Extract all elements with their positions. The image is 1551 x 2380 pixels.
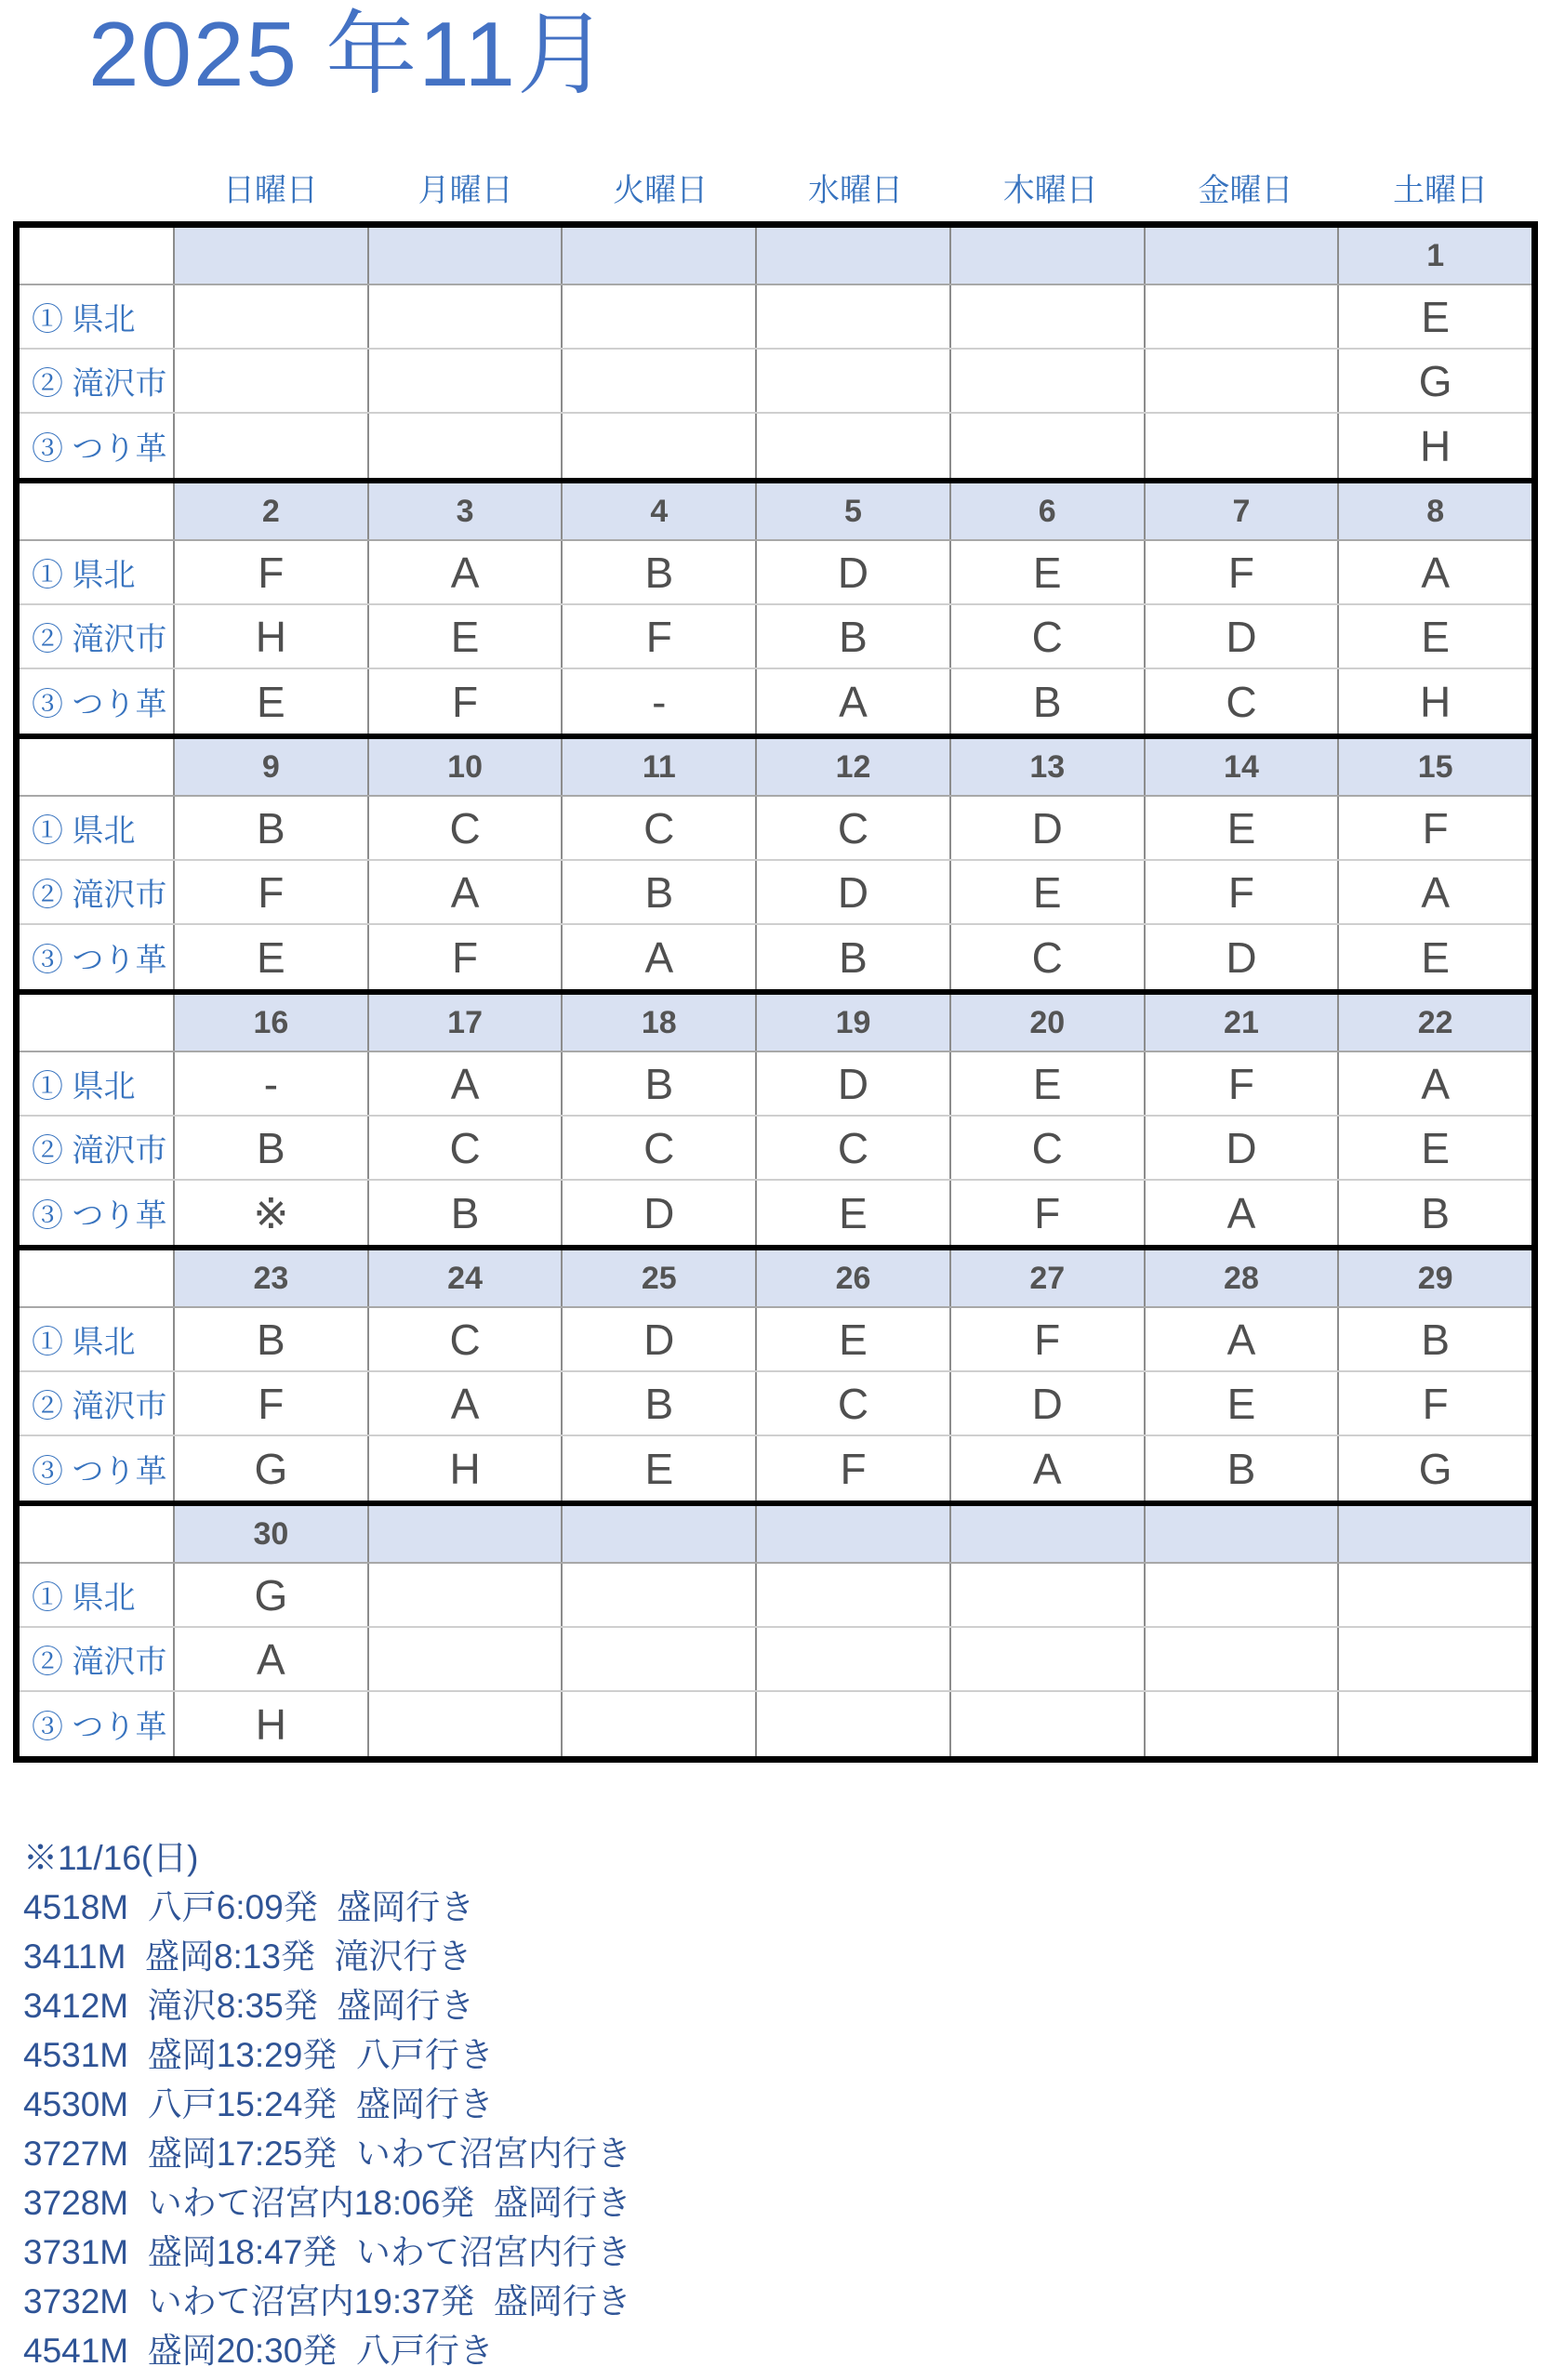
date-cell: 24: [367, 1250, 562, 1306]
date-cell: 19: [755, 995, 949, 1051]
date-cell: 12: [755, 739, 949, 795]
note-line-4: 4531M 盛岡13:29発 八戸行き: [23, 2036, 494, 2074]
weekday-header-spacer: [13, 170, 173, 211]
date-cell: [173, 228, 367, 284]
duty-cell: C: [755, 797, 949, 859]
note-line-1: 4518M 八戸6:09発 盛岡行き: [23, 1888, 475, 1926]
duty-cell: H: [173, 1692, 367, 1756]
date-cell: 2: [173, 483, 367, 539]
weekday-header-1: 月曜日: [418, 173, 513, 208]
duty-cell: [755, 414, 949, 478]
duty-cell: A: [1144, 1181, 1338, 1245]
duty-row: [20, 1052, 1531, 1117]
duty-cell: [949, 350, 1144, 412]
row-label: ② 滝沢市: [32, 1389, 167, 1424]
duty-cell: F: [173, 1372, 367, 1435]
duty-cell: E: [949, 861, 1144, 923]
date-cell: 21: [1144, 995, 1338, 1051]
date-cell: 26: [755, 1250, 949, 1306]
weekday-header-row: [13, 170, 1538, 211]
duty-row: [20, 925, 1531, 989]
duty-cell: E: [1144, 797, 1338, 859]
duty-cell: D: [755, 1052, 949, 1115]
date-cell: 23: [173, 1250, 367, 1306]
duty-row: [20, 605, 1531, 669]
duty-cell: [1337, 1628, 1531, 1690]
duty-cell: ※: [173, 1181, 367, 1245]
duty-cell: C: [561, 1117, 755, 1179]
duty-cell: A: [367, 541, 562, 603]
duty-cell: B: [561, 861, 755, 923]
duty-cell: F: [173, 541, 367, 603]
duty-cell: F: [949, 1308, 1144, 1370]
date-cell: [1144, 228, 1338, 284]
note-line-3: 3412M 滝沢8:35発 盛岡行き: [23, 1987, 475, 2025]
date-cell: [1144, 1506, 1338, 1562]
duty-cell: E: [755, 1181, 949, 1245]
duty-cell: B: [367, 1181, 562, 1245]
duty-cell: D: [561, 1308, 755, 1370]
duty-cell: G: [1337, 350, 1531, 412]
duty-cell: E: [173, 925, 367, 989]
weekday-header-4: 木曜日: [1002, 173, 1098, 208]
duty-row: [20, 861, 1531, 925]
duty-cell: [949, 414, 1144, 478]
duty-cell: B: [561, 1372, 755, 1435]
duty-cell: B: [1337, 1308, 1531, 1370]
duty-cell: [367, 1564, 562, 1626]
note-line-0: ※11/16(日): [23, 1839, 199, 1877]
date-cell: 18: [561, 995, 755, 1051]
date-cell: 22: [1337, 995, 1531, 1051]
row-label: ① 県北: [32, 813, 136, 849]
duty-cell: F: [173, 861, 367, 923]
duty-cell: A: [1144, 1308, 1338, 1370]
duty-cell: B: [755, 605, 949, 668]
date-row-spacer: [20, 739, 173, 795]
row-label: ③ つり革: [32, 687, 167, 722]
duty-cell: A: [367, 861, 562, 923]
page-title: 2025 年11月: [88, 3, 610, 105]
duty-cell: F: [1144, 1052, 1338, 1115]
duty-cell: B: [561, 541, 755, 603]
row-label: ③ つり革: [32, 1710, 167, 1745]
date-cell: 1: [1337, 228, 1531, 284]
duty-cell: D: [755, 541, 949, 603]
duty-row: [20, 285, 1531, 350]
duty-cell: E: [755, 1308, 949, 1370]
weekday-header-3: 水曜日: [808, 173, 904, 208]
duty-row: [20, 1372, 1531, 1436]
duty-cell: [1144, 350, 1338, 412]
date-row-spacer: [20, 228, 173, 284]
date-cell: [755, 228, 949, 284]
date-row-spacer: [20, 1506, 173, 1562]
note-line-5: 4530M 八戸15:24発 盛岡行き: [23, 2085, 494, 2123]
date-cell: 3: [367, 483, 562, 539]
duty-cell: B: [755, 925, 949, 989]
note-line-2: 3411M 盛岡8:13発 滝沢行き: [23, 1937, 472, 1976]
date-row-spacer: [20, 483, 173, 539]
row-label: ① 県北: [32, 558, 136, 593]
duty-cell: [1337, 1692, 1531, 1756]
duty-cell: A: [367, 1052, 562, 1115]
duty-cell: B: [173, 797, 367, 859]
duty-row: [20, 1692, 1531, 1756]
duty-cell: [173, 285, 367, 348]
weekday-header-2: 火曜日: [613, 173, 709, 208]
duty-cell: B: [561, 1052, 755, 1115]
duty-cell: C: [561, 797, 755, 859]
week-block-3: [20, 739, 1531, 995]
duty-cell: H: [367, 1436, 562, 1501]
duty-cell: H: [1337, 669, 1531, 734]
date-cell: [949, 228, 1144, 284]
duty-row: [20, 1436, 1531, 1501]
week-block-5: [20, 1250, 1531, 1506]
weekday-header-0: 日曜日: [222, 173, 318, 208]
duty-cell: C: [1144, 669, 1338, 734]
duty-row: [20, 414, 1531, 478]
duty-cell: [561, 414, 755, 478]
duty-cell: [367, 350, 562, 412]
duty-cell: [1144, 1564, 1338, 1626]
duty-cell: G: [173, 1564, 367, 1626]
duty-cell: E: [1144, 1372, 1338, 1435]
duty-cell: F: [1337, 797, 1531, 859]
week-block-6: [20, 1506, 1531, 1756]
duty-cell: C: [367, 1117, 562, 1179]
duty-cell: [367, 1628, 562, 1690]
duty-cell: A: [1337, 861, 1531, 923]
date-row: [20, 1506, 1531, 1564]
duty-cell: A: [367, 1372, 562, 1435]
duty-cell: D: [755, 861, 949, 923]
row-label: ③ つり革: [32, 943, 167, 978]
duty-cell: C: [755, 1117, 949, 1179]
duty-cell: B: [949, 669, 1144, 734]
duty-cell: [755, 285, 949, 348]
date-cell: 6: [949, 483, 1144, 539]
date-cell: [561, 228, 755, 284]
duty-row: [20, 1628, 1531, 1692]
date-row: [20, 739, 1531, 797]
date-cell: 11: [561, 739, 755, 795]
duty-cell: [755, 350, 949, 412]
date-row: [20, 483, 1531, 541]
date-row: [20, 1250, 1531, 1308]
duty-cell: [561, 285, 755, 348]
duty-cell: E: [949, 541, 1144, 603]
duty-row: [20, 1308, 1531, 1372]
duty-cell: C: [755, 1372, 949, 1435]
duty-cell: [949, 285, 1144, 348]
date-cell: [949, 1506, 1144, 1562]
duty-cell: B: [1337, 1181, 1531, 1245]
duty-cell: F: [755, 1436, 949, 1501]
row-label: ② 滝沢市: [32, 366, 167, 402]
duty-cell: [1144, 1692, 1338, 1756]
date-cell: 30: [173, 1506, 367, 1562]
duty-cell: E: [173, 669, 367, 734]
duty-cell: F: [561, 605, 755, 668]
duty-cell: F: [1337, 1372, 1531, 1435]
duty-cell: B: [173, 1308, 367, 1370]
duty-cell: C: [367, 797, 562, 859]
duty-cell: [1144, 1628, 1338, 1690]
date-cell: 16: [173, 995, 367, 1051]
row-label: ③ つり革: [32, 1454, 167, 1489]
duty-cell: D: [1144, 925, 1338, 989]
duty-cell: E: [1337, 285, 1531, 348]
duty-row: [20, 1181, 1531, 1245]
row-label: ③ つり革: [32, 431, 167, 467]
notes-section: [23, 1833, 631, 2375]
date-cell: 28: [1144, 1250, 1338, 1306]
duty-cell: E: [367, 605, 562, 668]
date-cell: 7: [1144, 483, 1338, 539]
date-cell: 14: [1144, 739, 1338, 795]
row-label: ② 滝沢市: [32, 878, 167, 913]
duty-cell: D: [1144, 605, 1338, 668]
duty-cell: [367, 285, 562, 348]
row-label: ② 滝沢市: [32, 622, 167, 657]
week-block-1: [20, 228, 1531, 483]
duty-cell: B: [173, 1117, 367, 1179]
date-row-spacer: [20, 995, 173, 1051]
row-label: ① 県北: [32, 1325, 136, 1360]
date-row-spacer: [20, 1250, 173, 1306]
date-cell: [367, 1506, 562, 1562]
duty-cell: A: [1337, 1052, 1531, 1115]
date-cell: 15: [1337, 739, 1531, 795]
duty-cell: A: [1337, 541, 1531, 603]
duty-cell: B: [1144, 1436, 1338, 1501]
duty-row: [20, 797, 1531, 861]
duty-cell: -: [561, 669, 755, 734]
duty-cell: E: [1337, 925, 1531, 989]
duty-cell: [561, 350, 755, 412]
duty-cell: F: [367, 925, 562, 989]
duty-cell: [561, 1692, 755, 1756]
note-line-10: 4541M 盛岡20:30発 八戸行き: [23, 2332, 494, 2370]
duty-cell: A: [949, 1436, 1144, 1501]
duty-cell: D: [561, 1181, 755, 1245]
duty-row: [20, 1117, 1531, 1181]
row-label: ② 滝沢市: [32, 1645, 167, 1680]
duty-row: [20, 669, 1531, 734]
duty-cell: C: [949, 605, 1144, 668]
weekday-header-6: 土曜日: [1393, 173, 1489, 208]
date-cell: 29: [1337, 1250, 1531, 1306]
date-cell: [1337, 1506, 1531, 1562]
date-cell: 4: [561, 483, 755, 539]
duty-cell: [561, 1564, 755, 1626]
week-block-2: [20, 483, 1531, 739]
date-cell: 10: [367, 739, 562, 795]
date-cell: 27: [949, 1250, 1144, 1306]
duty-cell: [1144, 285, 1338, 348]
duty-cell: D: [949, 1372, 1144, 1435]
date-cell: [755, 1506, 949, 1562]
duty-cell: G: [173, 1436, 367, 1501]
duty-cell: [755, 1564, 949, 1626]
date-cell: [561, 1506, 755, 1562]
duty-cell: H: [173, 605, 367, 668]
duty-cell: [367, 414, 562, 478]
row-label: ① 県北: [32, 302, 136, 337]
duty-cell: F: [949, 1181, 1144, 1245]
row-label: ① 県北: [32, 1580, 136, 1616]
note-line-7: 3728M いわて沼宮内18:06発 盛岡行き: [23, 2184, 631, 2222]
row-label: ② 滝沢市: [32, 1133, 167, 1169]
duty-cell: A: [755, 669, 949, 734]
duty-cell: [173, 414, 367, 478]
note-line-6: 3727M 盛岡17:25発 いわて沼宮内行き: [23, 2135, 631, 2173]
duty-cell: [949, 1692, 1144, 1756]
row-label: ① 県北: [32, 1069, 136, 1104]
duty-row: [20, 541, 1531, 605]
duty-cell: E: [1337, 605, 1531, 668]
duty-cell: E: [949, 1052, 1144, 1115]
duty-cell: A: [561, 925, 755, 989]
duty-cell: C: [949, 1117, 1144, 1179]
date-cell: 9: [173, 739, 367, 795]
date-cell: 25: [561, 1250, 755, 1306]
duty-row: [20, 350, 1531, 414]
duty-cell: F: [1144, 541, 1338, 603]
duty-cell: H: [1337, 414, 1531, 478]
date-cell: 20: [949, 995, 1144, 1051]
duty-cell: F: [1144, 861, 1338, 923]
calendar-table: [13, 221, 1538, 1763]
note-line-9: 3732M いわて沼宮内19:37発 盛岡行き: [23, 2282, 631, 2320]
duty-cell: [949, 1564, 1144, 1626]
date-row: [20, 995, 1531, 1052]
weekday-header-5: 金曜日: [1198, 173, 1293, 208]
duty-cell: E: [1337, 1117, 1531, 1179]
duty-cell: [1144, 414, 1338, 478]
duty-cell: [1337, 1564, 1531, 1626]
duty-cell: D: [949, 797, 1144, 859]
date-row: [20, 228, 1531, 285]
duty-cell: [173, 350, 367, 412]
date-cell: 13: [949, 739, 1144, 795]
date-cell: 8: [1337, 483, 1531, 539]
date-cell: 17: [367, 995, 562, 1051]
duty-cell: -: [173, 1052, 367, 1115]
row-label: ③ つり革: [32, 1198, 167, 1234]
week-block-4: [20, 995, 1531, 1250]
duty-cell: [949, 1628, 1144, 1690]
date-cell: [367, 228, 562, 284]
duty-cell: D: [1144, 1117, 1338, 1179]
duty-cell: [755, 1628, 949, 1690]
duty-cell: E: [561, 1436, 755, 1501]
duty-cell: C: [367, 1308, 562, 1370]
duty-cell: [367, 1692, 562, 1756]
duty-cell: C: [949, 925, 1144, 989]
duty-cell: [755, 1692, 949, 1756]
date-cell: 5: [755, 483, 949, 539]
duty-cell: F: [367, 669, 562, 734]
duty-cell: G: [1337, 1436, 1531, 1501]
duty-cell: A: [173, 1628, 367, 1690]
note-line-8: 3731M 盛岡18:47発 いわて沼宮内行き: [23, 2233, 631, 2271]
duty-cell: [561, 1628, 755, 1690]
duty-row: [20, 1564, 1531, 1628]
